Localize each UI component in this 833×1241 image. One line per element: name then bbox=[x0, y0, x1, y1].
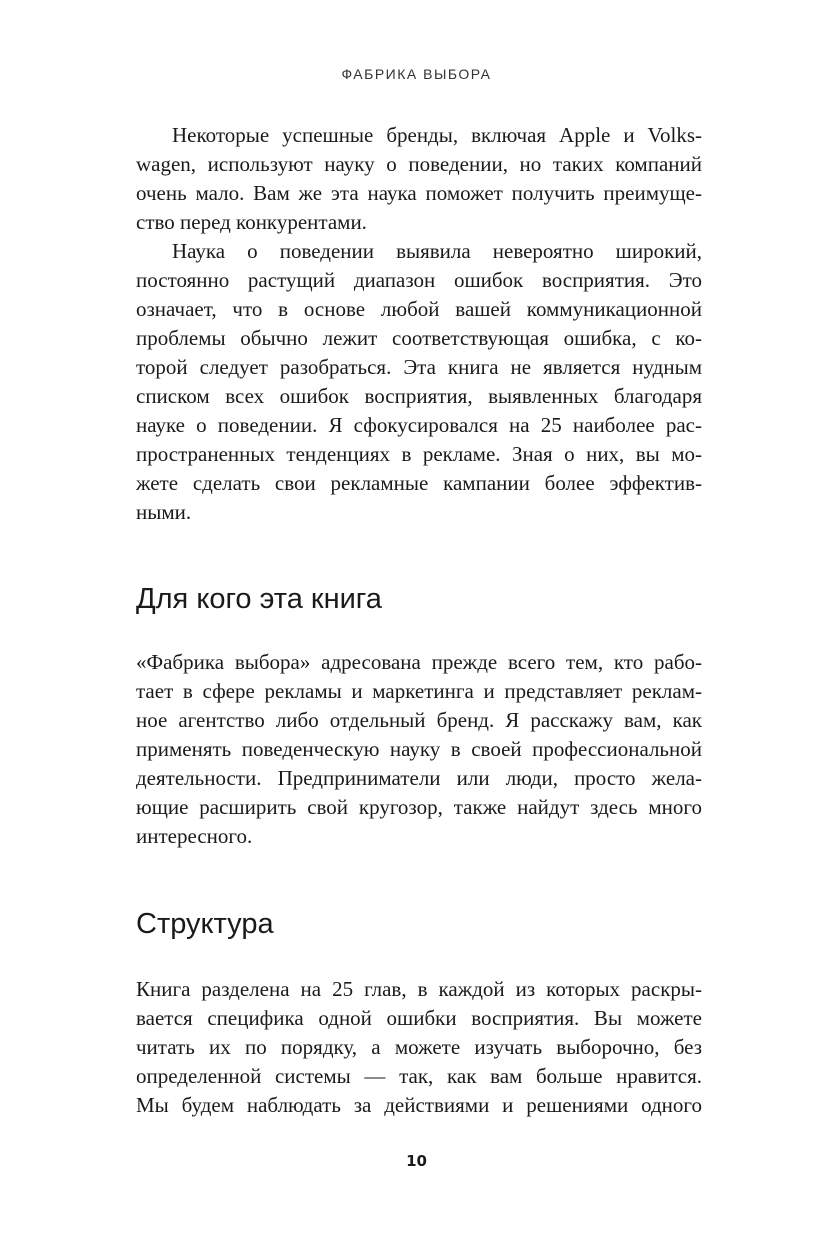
text-line: Наука о поведении выявила невероятно широкий, bbox=[172, 239, 702, 263]
text-line: применять поведенческую науку в своей профессиональной bbox=[136, 737, 702, 761]
text-line: ство перед конкурентами. bbox=[136, 210, 367, 234]
intro-paragraph-2 bbox=[136, 237, 702, 527]
text-line: торой следует разобраться. Эта книга не является нудным bbox=[136, 355, 702, 379]
text-line: тает в сфере рекламы и маркетинга и представляет реклам- bbox=[136, 679, 702, 703]
section-heading-audience: Для кого эта книга bbox=[136, 583, 382, 615]
running-header: ФАБРИКА ВЫБОРА bbox=[341, 66, 492, 82]
text-line: проблемы обычно лежит соответствующая ошибка, с ко- bbox=[136, 326, 702, 350]
text-line: деятельности. Предприниматели или люди, просто жела- bbox=[136, 766, 702, 790]
text-line: Некоторые успешные бренды, включая Apple и Volks- bbox=[172, 123, 702, 147]
text-line: науке о поведении. Я сфокусировался на 25 наиболее рас- bbox=[136, 413, 702, 437]
text-line: пространенных тенденциях в рекламе. Зная о них, вы мо- bbox=[136, 442, 702, 466]
text-line: wagen, используют науку о поведении, но таких компаний bbox=[136, 152, 702, 176]
text-line: определенной системы — так, как вам больше нравится. bbox=[136, 1064, 702, 1088]
text-line: вается специфика одной ошибки восприятия. Вы можете bbox=[136, 1006, 702, 1030]
text-line: ющие расширить свой кругозор, также найдут здесь много bbox=[136, 795, 702, 819]
text-line: постоянно растущий диапазон ошибок восприятия. Это bbox=[136, 268, 702, 292]
audience-paragraph bbox=[136, 648, 702, 851]
section-heading-structure: Структура bbox=[136, 908, 274, 940]
text-line: интересного. bbox=[136, 824, 253, 848]
text-line: «Фабрика выбора» адресована прежде всего тем, кто рабо- bbox=[136, 650, 702, 674]
page-number: 10 bbox=[406, 1152, 427, 1170]
text-line: читать их по порядку, а можете изучать выборочно, без bbox=[136, 1035, 702, 1059]
intro-paragraph-1 bbox=[136, 121, 702, 237]
text-line: списком всех ошибок восприятия, выявленных благодаря bbox=[136, 384, 702, 408]
text-line: ное агентство либо отдельный бренд. Я расскажу вам, как bbox=[136, 708, 702, 732]
text-line: Книга разделена на 25 глав, в каждой из которых раскры- bbox=[136, 977, 702, 1001]
text-line: означает, что в основе любой вашей коммуникационной bbox=[136, 297, 702, 321]
text-line: Мы будем наблюдать за действиями и решениями одного bbox=[136, 1093, 702, 1117]
text-line: ными. bbox=[136, 500, 192, 524]
text-line: очень мало. Вам же эта наука поможет получить преимуще- bbox=[136, 181, 702, 205]
structure-paragraph bbox=[136, 975, 702, 1120]
text-line: жете сделать свои рекламные кампании более эффектив- bbox=[136, 471, 702, 495]
